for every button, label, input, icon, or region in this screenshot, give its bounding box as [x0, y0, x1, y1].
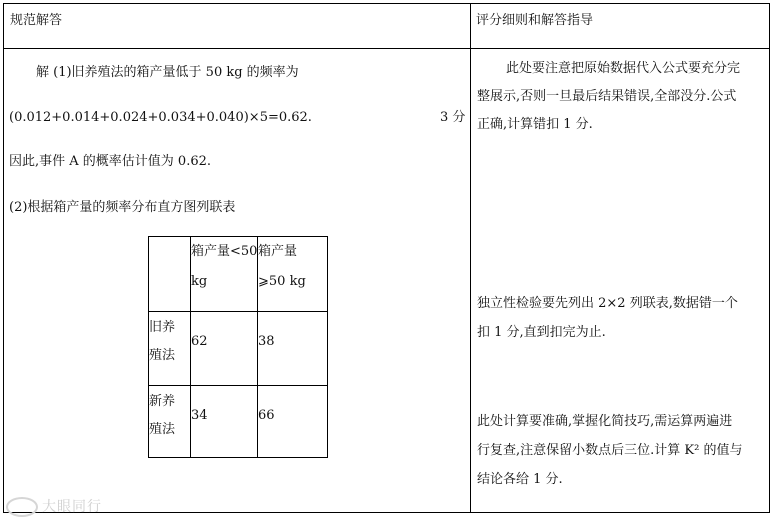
guidance-2-line-2: 扣 1 分,直到扣完为止. — [477, 325, 606, 340]
row2-value-1: 34 — [191, 408, 208, 423]
header-divider — [3, 48, 770, 49]
col2-header-line-2: ⩾50 kg — [258, 274, 306, 289]
col1-header-line-1: 箱产量<50 — [191, 244, 258, 259]
col2-header-line-1: 箱产量 — [258, 244, 298, 259]
guidance-3-line-2: 行复查,注意保留小数点后三位.计算 K² 的值与 — [477, 443, 743, 458]
watermark-text: 大眼同行 — [42, 499, 102, 515]
solution-line-3: 因此,事件 A 的概率估计值为 0.62. — [9, 154, 211, 169]
guidance-1-line-2: 整展示,否则一旦最后结果错误,全部没分.公式 — [477, 89, 737, 104]
row1-label-line-1: 旧养 — [149, 320, 176, 335]
contingency-table — [148, 236, 328, 458]
watermark-logo-icon — [6, 497, 38, 517]
row1-value-1: 62 — [191, 334, 208, 349]
solution-line-2: (0.012+0.014+0.024+0.034+0.040)×5=0.62. — [9, 110, 312, 125]
left-column-header: 规范解答 — [10, 13, 63, 28]
row1-value-2: 38 — [258, 334, 275, 349]
guidance-2-line-1: 独立性检验要先列出 2×2 列联表,数据错一个 — [477, 296, 738, 311]
guidance-1-line-3: 正确,计算错扣 1 分. — [477, 117, 593, 132]
column-divider — [470, 3, 471, 513]
guidance-1-line-1: 此处要注意把原始数据代入公式要充分完 — [506, 61, 741, 76]
score-label: 3 分 — [440, 110, 466, 125]
row1-label-line-2: 殖法 — [149, 348, 176, 363]
watermark — [6, 496, 102, 517]
solution-line-4: (2)根据箱产量的频率分布直方图列联表 — [9, 200, 236, 215]
col1-header-line-2: kg — [191, 274, 208, 289]
row2-label-line-1: 新养 — [149, 394, 176, 409]
guidance-3-line-3: 结论各给 1 分. — [477, 472, 563, 487]
row2-label-line-2: 殖法 — [149, 422, 176, 437]
table-row-line-2 — [149, 385, 327, 386]
guidance-3-line-1: 此处计算要准确,掌握化简技巧,需运算两遍进 — [477, 414, 733, 429]
row2-value-2: 66 — [258, 408, 275, 423]
right-column-header: 评分细则和解答指导 — [476, 13, 594, 28]
solution-line-1: 解 (1)旧养殖法的箱产量低于 50 kg 的频率为 — [36, 65, 299, 80]
table-row-line-1 — [149, 311, 327, 312]
